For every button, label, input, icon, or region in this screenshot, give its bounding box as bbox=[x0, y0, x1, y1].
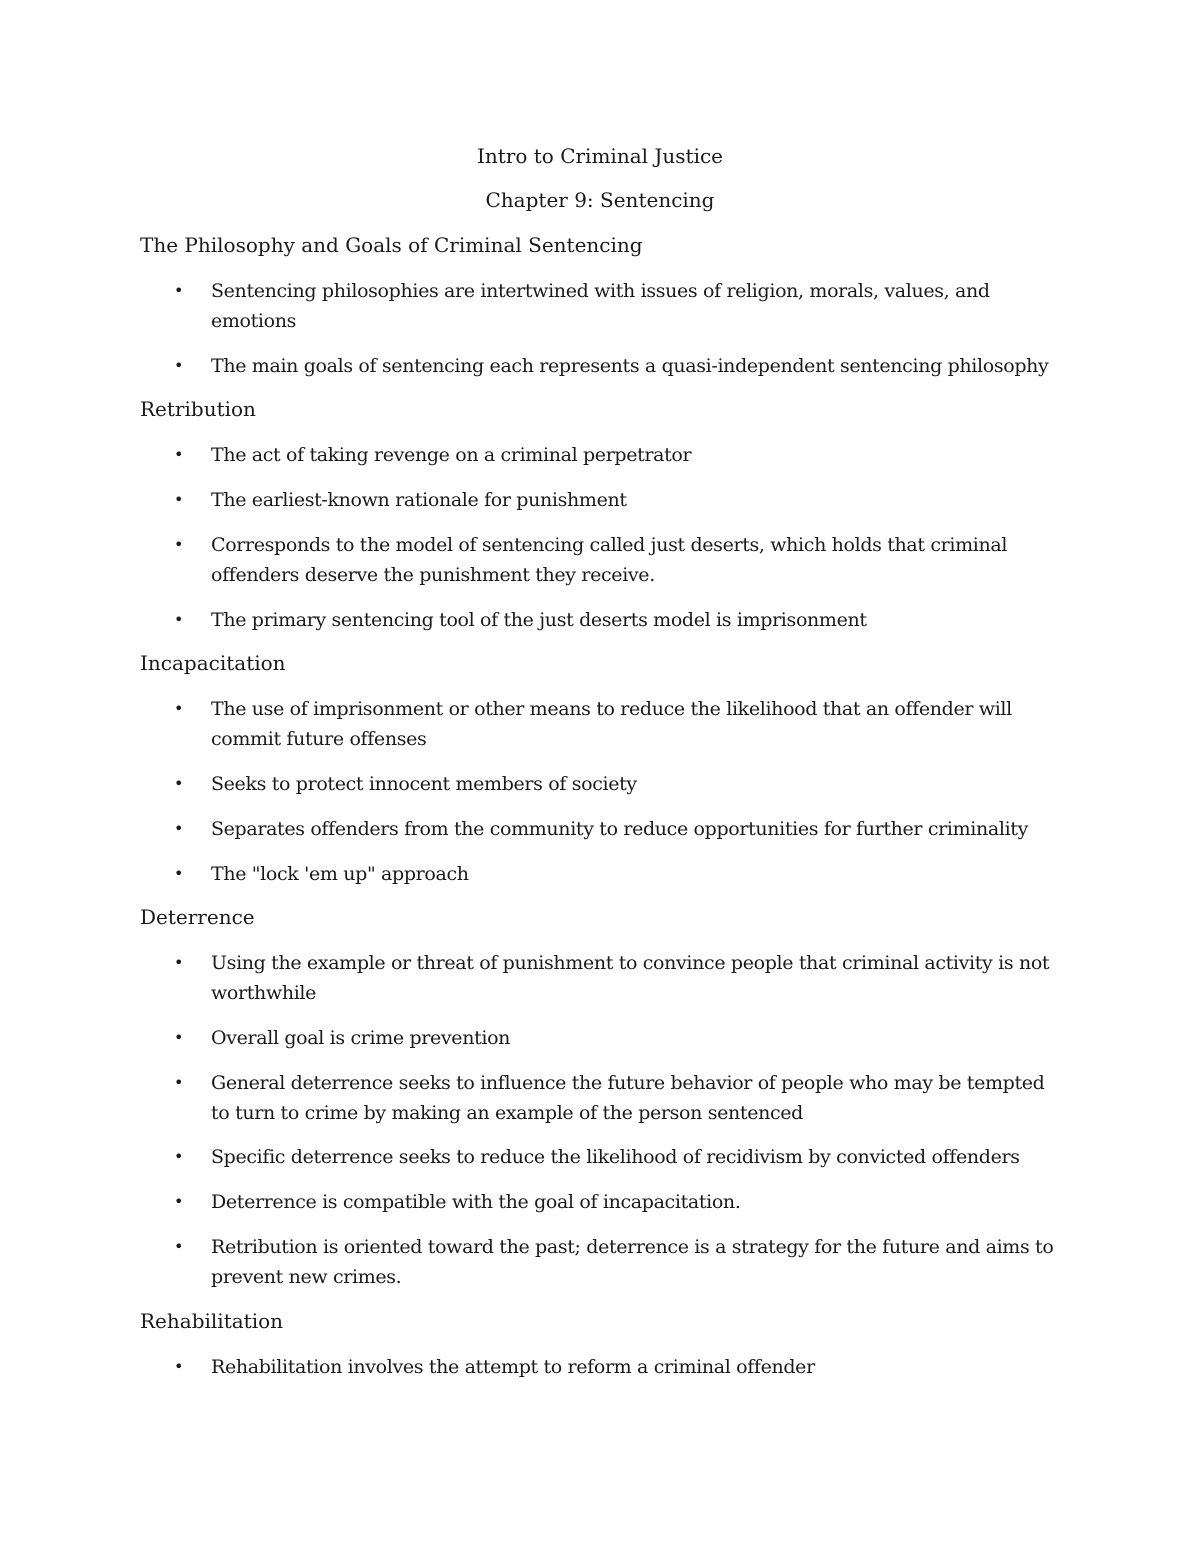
bullet-item bbox=[211, 440, 1061, 470]
bullet-item bbox=[211, 1232, 1061, 1292]
bullet-marker: • bbox=[174, 1147, 184, 1166]
bullet-line: The use of imprisonment or other means to reduce the likelihood that an offender will bbox=[211, 698, 1012, 720]
bullet-line: to turn to crime by making an example of the person sentenced bbox=[211, 1102, 803, 1124]
bullet-item bbox=[211, 276, 1061, 336]
section-heading-retribution: Retribution bbox=[140, 397, 256, 421]
bullet-line: prevent new crimes. bbox=[211, 1266, 402, 1288]
bullet-line: offenders deserve the punishment they receive. bbox=[211, 564, 655, 586]
bullet-item bbox=[211, 530, 1061, 590]
bullet-item bbox=[211, 814, 1061, 844]
document-title: Intro to Criminal Justice bbox=[476, 144, 724, 168]
bullet-line: Rehabilitation involves the attempt to reform a criminal offender bbox=[211, 1356, 815, 1378]
bullet-item bbox=[211, 859, 1061, 889]
bullet-marker: • bbox=[174, 1073, 184, 1092]
bullet-item bbox=[211, 1023, 1061, 1053]
section-heading-rehabilitation: Rehabilitation bbox=[140, 1309, 284, 1333]
bullet-line: The "lock 'em up" approach bbox=[211, 863, 469, 885]
bullet-marker: • bbox=[174, 610, 184, 629]
bullet-marker: • bbox=[174, 699, 184, 718]
bullet-line: Sentencing philosophies are intertwined with issues of religion, morals, values, and bbox=[211, 280, 990, 302]
bullet-marker: • bbox=[174, 864, 184, 883]
bullet-line: The primary sentencing tool of the just deserts model is imprisonment bbox=[211, 609, 867, 631]
bullet-item bbox=[211, 769, 1061, 799]
section-heading-philosophy: The Philosophy and Goals of Criminal Sentencing bbox=[140, 233, 643, 257]
bullet-item bbox=[211, 605, 1061, 635]
bullet-marker: • bbox=[174, 356, 184, 375]
bullet-marker: • bbox=[174, 1192, 184, 1211]
bullet-item bbox=[211, 1187, 1061, 1217]
bullet-marker: • bbox=[174, 953, 184, 972]
bullet-line: worthwhile bbox=[211, 982, 317, 1004]
bullet-line: emotions bbox=[211, 310, 297, 332]
bullet-line: Seeks to protect innocent members of society bbox=[211, 773, 637, 795]
bullet-marker: • bbox=[174, 774, 184, 793]
bullet-item bbox=[211, 1068, 1061, 1128]
bullet-line: The main goals of sentencing each represents a quasi-independent sentencing philosophy bbox=[211, 355, 1049, 377]
bullet-line: Using the example or threat of punishment to convince people that criminal activity is not bbox=[211, 952, 1050, 974]
bullet-item bbox=[211, 1352, 1061, 1382]
bullet-item bbox=[211, 485, 1061, 515]
bullet-line: Retribution is oriented toward the past; deterrence is a strategy for the future and aims to bbox=[211, 1236, 1054, 1258]
bullet-line: Deterrence is compatible with the goal of incapacitation. bbox=[211, 1191, 741, 1213]
bullet-line: Overall goal is crime prevention bbox=[211, 1027, 511, 1049]
bullet-marker: • bbox=[174, 1357, 184, 1376]
bullet-line: Separates offenders from the community to reduce opportunities for further criminality bbox=[211, 818, 1028, 840]
bullet-marker: • bbox=[174, 281, 184, 300]
bullet-line: Specific deterrence seeks to reduce the likelihood of recidivism by convicted offenders bbox=[211, 1146, 1020, 1168]
bullet-marker: • bbox=[174, 535, 184, 554]
bullet-item bbox=[211, 351, 1061, 381]
bullet-line: The act of taking revenge on a criminal perpetrator bbox=[211, 444, 692, 466]
bullet-line: The earliest-known rationale for punishment bbox=[211, 489, 627, 511]
bullet-item bbox=[211, 1142, 1061, 1172]
bullet-line: General deterrence seeks to influence the future behavior of people who may be tempted bbox=[211, 1072, 1045, 1094]
bullet-line: Corresponds to the model of sentencing called just deserts, which holds that criminal bbox=[211, 534, 1008, 556]
bullet-marker: • bbox=[174, 1028, 184, 1047]
bullet-marker: • bbox=[174, 490, 184, 509]
bullet-item bbox=[211, 948, 1061, 1008]
bullet-line: commit future offenses bbox=[211, 728, 427, 750]
bullet-item bbox=[211, 694, 1061, 754]
bullet-marker: • bbox=[174, 1237, 184, 1256]
section-heading-deterrence: Deterrence bbox=[140, 905, 255, 929]
section-heading-incapacitation: Incapacitation bbox=[140, 651, 286, 675]
bullet-marker: • bbox=[174, 445, 184, 464]
chapter-title: Chapter 9: Sentencing bbox=[485, 188, 715, 212]
bullet-marker: • bbox=[174, 819, 184, 838]
